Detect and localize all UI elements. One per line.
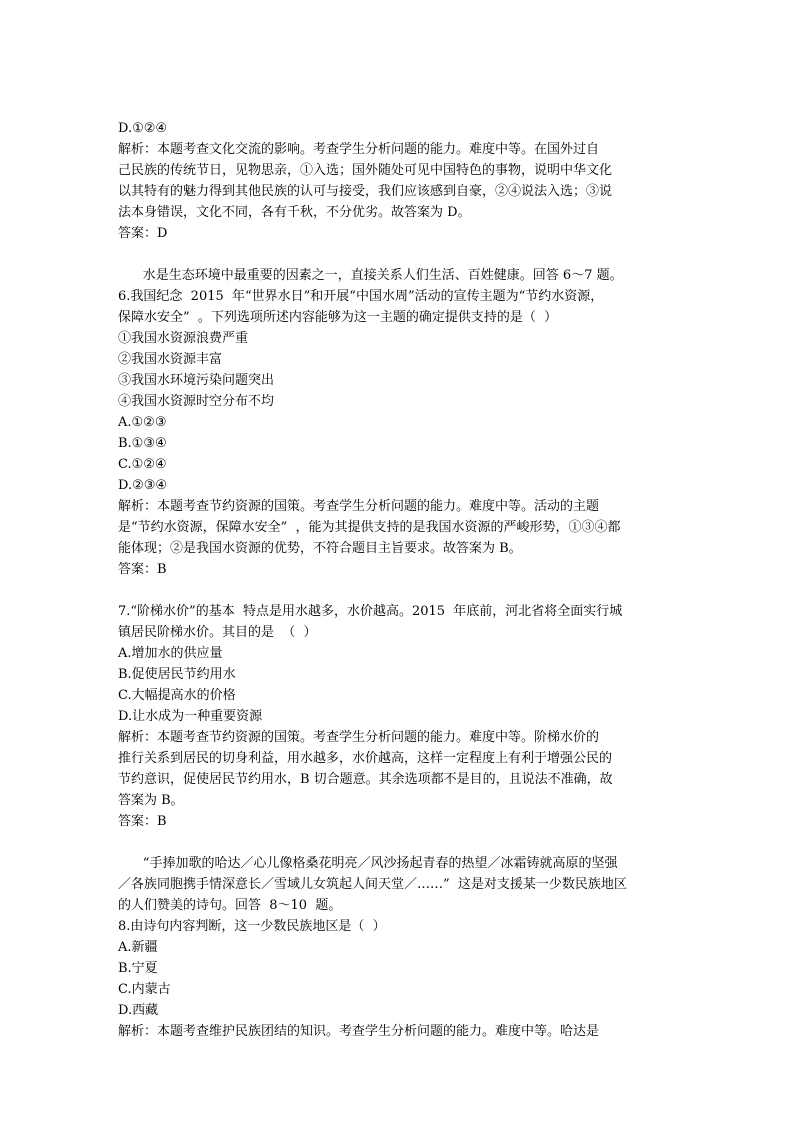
text-line: B.宁夏 [118,961,158,976]
document-page [118,118,688,1042]
text-line: ①我国水资源浪费严重 [118,331,249,346]
text-line: A.增加水的供应量 [118,646,223,661]
text-line: A.新疆 [118,940,158,955]
text-line: 的人们赞美的诗句。回答 8～10 题。 [118,898,342,913]
text-line: 水是生态环境中最重要的因素之一，直接关系人们生活、百姓健康。回答 6～7 题。 [118,268,623,283]
text-line: 8.由诗句内容判断，这一少数民族地区是（ ） [118,919,386,934]
text-line: 法本身错误，文化不同，各有千秋，不分优劣。故答案为 D。 [118,205,471,220]
text-line: D.让水成为一种重要资源 [118,709,263,724]
text-line: D.①②④ [118,121,168,136]
text-line: 答案：B [118,562,167,577]
text-line: 7.“阶梯水价”的基本 特点是用水越多，水价越高。2015 年底前，河北省将全面实行城 [118,604,623,619]
text-line: “手捧加歌的哈达／心儿像格桑花明亮／风沙扬起青春的热望／冰霜铸就高原的坚强 [118,856,618,871]
text-line: 答案：D [118,226,168,241]
blank-line [118,580,688,601]
text-line: 是“节约水资源，保障水安全” ，能为其提供支持的是我国水资源的严峻形势，①③④都 [118,520,621,535]
text-line: D.②③④ [118,478,168,493]
text-line: B.促使居民节约用水 [118,667,236,682]
text-line: 镇居民阶梯水价。其目的是 （ ） [118,625,317,640]
text-line: 解析：本题考查节约资源的国策。考查学生分析问题的能力。难度中等。阶梯水价的 [118,730,600,745]
text-line: ④我国水资源时空分布不均 [118,394,275,409]
blank-line [118,244,688,265]
text-line: ③我国水环境污染问题突出 [118,373,275,388]
text-line: C.①②④ [118,457,167,472]
text-line: 解析：本题考查文化交流的影响。考查学生分析问题的能力。难度中等。在国外过自 [118,142,600,157]
text-line: 答案为 B。 [118,793,184,808]
text-line: 推行关系到居民的切身利益，用水越多，水价越高，这样一定程度上有利于增强公民的 [118,751,613,766]
text-line: 节约意识，促使居民节约用水，B 切合题意。其余选项都不是目的，且说法不准确，故 [118,772,613,787]
text-line: B.①③④ [118,436,167,451]
text-line: 保障水安全” 。下列选项所述内容能够为这一主题的确定提供支持的是（ ） [118,310,558,325]
text-line: 解析：本题考查节约资源的国策。考查学生分析问题的能力。难度中等。活动的主题 [118,499,600,514]
text-line: C.内蒙古 [118,982,171,997]
text-line: C.大幅提高水的价格 [118,688,236,703]
text-line: ②我国水资源丰富 [118,352,223,367]
text-line: 6.我国纪念 2015 年“世界水日”和开展“中国水周”活动的宣传主题为“节约水资源， [118,289,604,304]
text-line: D.西藏 [118,1003,159,1018]
text-line: 己民族的传统节日，见物思亲，①入选；国外随处可见中国特色的事物，说明中华文化 [118,163,613,178]
text-line: 解析：本题考查维护民族团结的知识。考查学生分析问题的能力。难度中等。哈达是 [118,1024,600,1039]
text-line: A.①②③ [118,415,167,430]
text-line: 能体现；②是我国水资源的优势，不符合题目主旨要求。故答案为 B。 [118,541,522,556]
text-line: 答案：B [118,814,167,829]
text-line: 以其特有的魅力得到其他民族的认可与接受，我们应该感到自豪，②④说法入选；③说 [118,184,613,199]
blank-line [118,832,688,853]
text-line: ／各族同胞携手情深意长／雪域儿女筑起人间天堂／……” 这是对支援某一少数民族地区 [118,877,627,892]
